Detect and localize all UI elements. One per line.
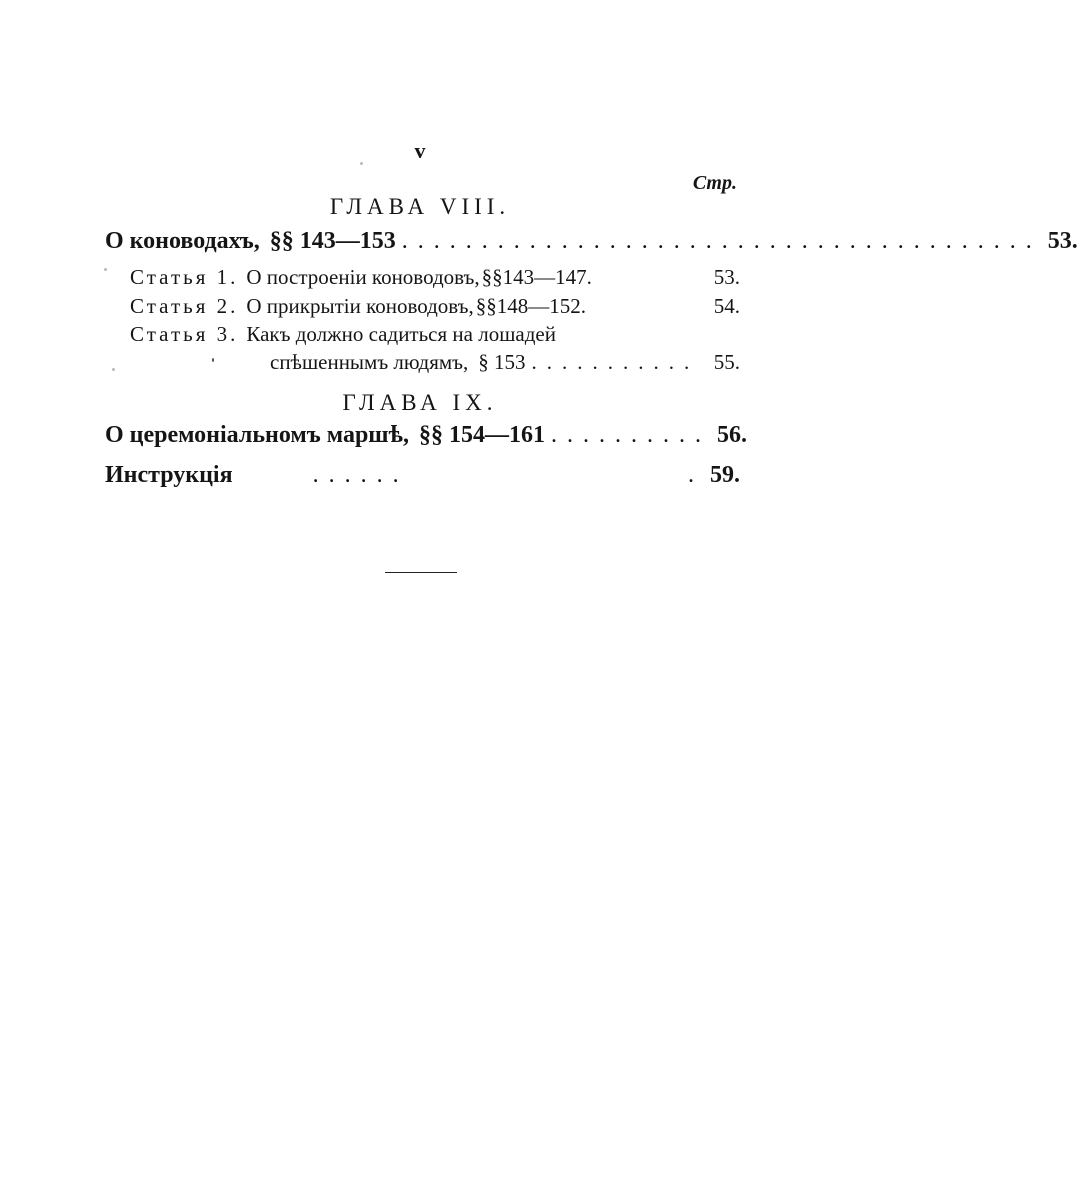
scan-speck (212, 358, 214, 362)
article-page: 55. (713, 350, 740, 374)
article-title: О построеніи коноводовъ, (246, 265, 480, 289)
toc-entry-page: 53. (1047, 228, 1078, 254)
dot-leader: ........... (531, 350, 700, 374)
article-label: Статья 2. (130, 294, 239, 318)
toc-entry-article-2[interactable] (130, 294, 740, 319)
toc-entry-sections: §§ 143—153 (269, 228, 396, 254)
dot-leader: . (688, 462, 704, 488)
toc-entry-page: 56. (716, 422, 747, 448)
dot-leader: ........................................ (401, 228, 1042, 254)
scan-speck (112, 368, 115, 371)
chapter-heading-ix: ГЛАВА IX. (342, 390, 498, 415)
dot-leader: .......... (550, 422, 711, 448)
article-label: Статья 3. (130, 322, 239, 346)
page-number: v (414, 138, 426, 163)
article-page: 54. (713, 294, 740, 318)
toc-entry-chapter-viii[interactable] (105, 228, 1078, 255)
toc-entry-instruction[interactable] (105, 462, 740, 489)
scan-speck (360, 162, 363, 165)
chapter-heading-viii: ГЛАВА VIII. (329, 194, 511, 219)
toc-entry-page: 59. (710, 462, 740, 488)
toc-entry-article-3[interactable] (130, 322, 740, 347)
article-sections: §§143—147. (481, 265, 592, 289)
article-page: 53. (713, 265, 740, 289)
section-divider-rule (385, 572, 457, 573)
article-title-line-1: Какъ должно садиться на лошадей (246, 322, 556, 346)
toc-entry-article-1[interactable] (130, 265, 740, 290)
toc-entry-article-3-continued[interactable] (270, 350, 740, 375)
article-title: О прикрытіи коноводовъ, (246, 294, 474, 318)
toc-entry-chapter-ix[interactable] (105, 422, 747, 449)
article-sections: § 153 (478, 350, 526, 374)
dot-leader: ...... (312, 462, 409, 488)
toc-entry-title: О церемоніальномъ маршѣ, (105, 422, 409, 448)
toc-entry-sections: §§ 154—161 (418, 422, 545, 448)
toc-entry-title: Инструкція (105, 462, 233, 488)
article-title-line-2: спѣшеннымъ людямъ, (270, 350, 469, 374)
article-sections: §§148—152. (475, 294, 587, 318)
scan-speck (104, 268, 107, 271)
article-label: Статья 1. (130, 265, 239, 289)
page-column-label: Стр. (692, 172, 737, 194)
toc-entry-title: О коноводахъ, (105, 228, 260, 254)
